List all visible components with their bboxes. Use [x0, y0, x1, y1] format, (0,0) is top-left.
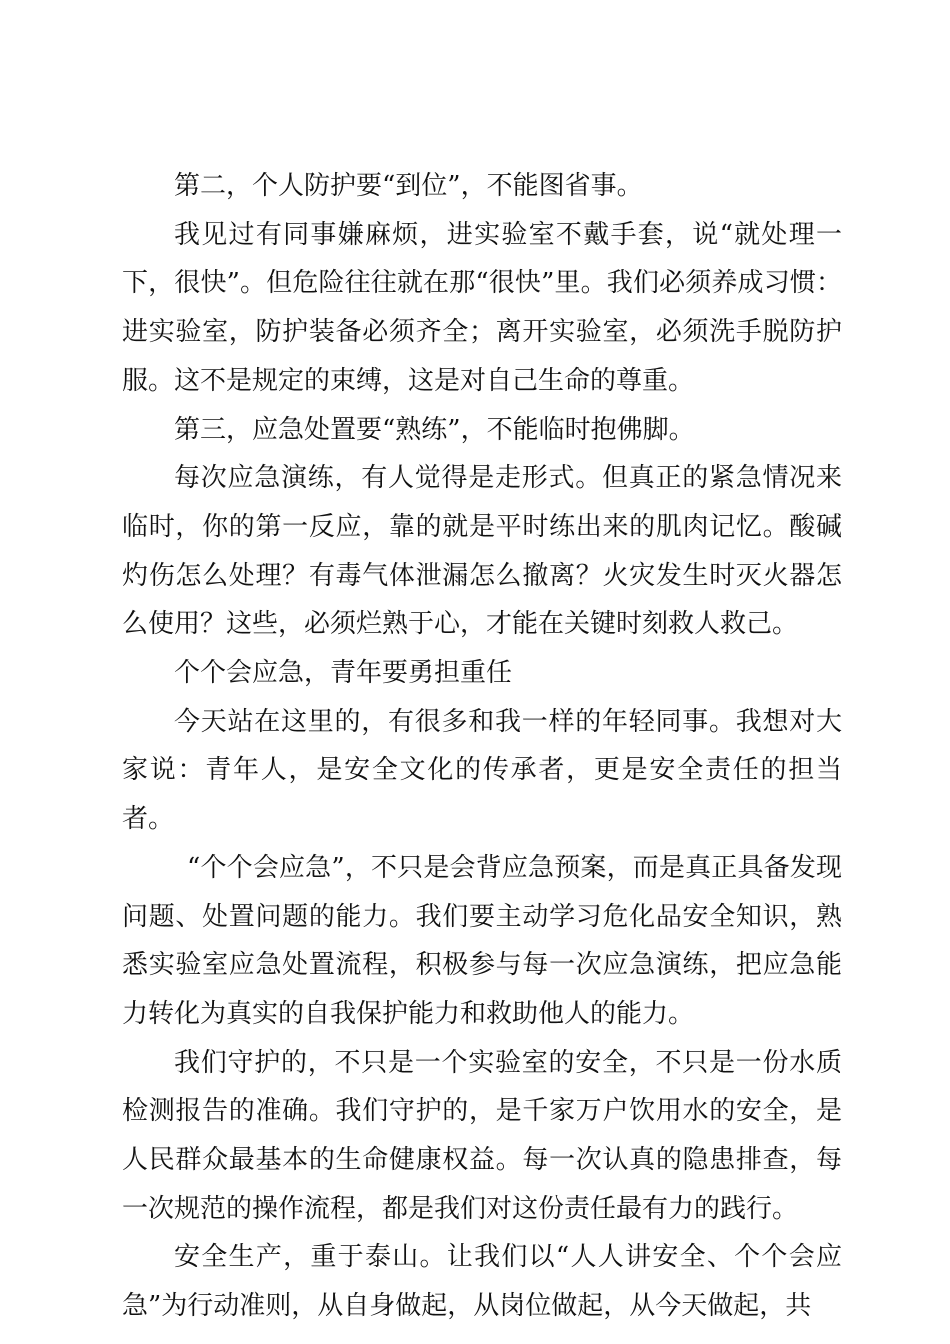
paragraph-point-three-heading: 第三，应急处置要“熟练”，不能临时抱佛脚。: [174, 414, 695, 445]
paragraph-young-colleagues: 今天站在这里的，有很多和我一样的年轻同事。我想对大家说：青年人，是安全文化的传承者，更是安全责任的担当者。: [122, 706, 842, 835]
paragraph-emergency-ability: “个个会应急”，不只是会背应急预案，而是真正具备发现问题、处置问题的能力。我们要主动学习危化品安全知识，熟悉实验室应急处置流程，积极参与每一次应急演练，把应急能力转化为真实的自我保护能力和救助他人的能力。: [122, 852, 842, 1029]
section-heading-youth: 个个会应急，青年要勇担重任: [174, 658, 513, 689]
paragraph-point-two-heading: 第二，个人防护要“到位”，不能图省事。: [174, 171, 643, 201]
paragraph-emergency-drill: 每次应急演练，有人觉得是走形式。但真正的紧急情况来临时，你的第一反应，靠的就是平时练出来的肌肉记忆。酸碱灼伤怎么处理？有毒气体泄漏怎么撤离？火灾发生时灭火器怎么使用？这些，必须烂熟于心，才能在关键时刻救人救己。: [122, 463, 842, 640]
paragraph-what-we-guard: 我们守护的，不只是一个实验室的安全，不只是一份水质检测报告的准确。我们守护的，是千家万户饮用水的安全，是人民群众最基本的生命健康权益。每一次认真的隐患排查，每一次规范的操作流程，都是我们对这份责任最有力的践行。: [122, 1047, 842, 1224]
paragraph-closing: 安全生产，重于泰山。让我们以“人人讲安全、个个会应急”为行动准则，从自身做起，从岗位做起，从今天做起，共: [122, 1242, 842, 1322]
paragraph-protective-gear: 我见过有同事嫌麻烦，进实验室不戴手套，说“就处理一下，很快”。但危险往往就在那“很快”里。我们必须养成习惯：进实验室，防护装备必须齐全；离开实验室，必须洗手脱防护服。这不是规定的束缚，这是对自己生命的尊重。: [122, 219, 842, 396]
document-body: [122, 162, 842, 1331]
